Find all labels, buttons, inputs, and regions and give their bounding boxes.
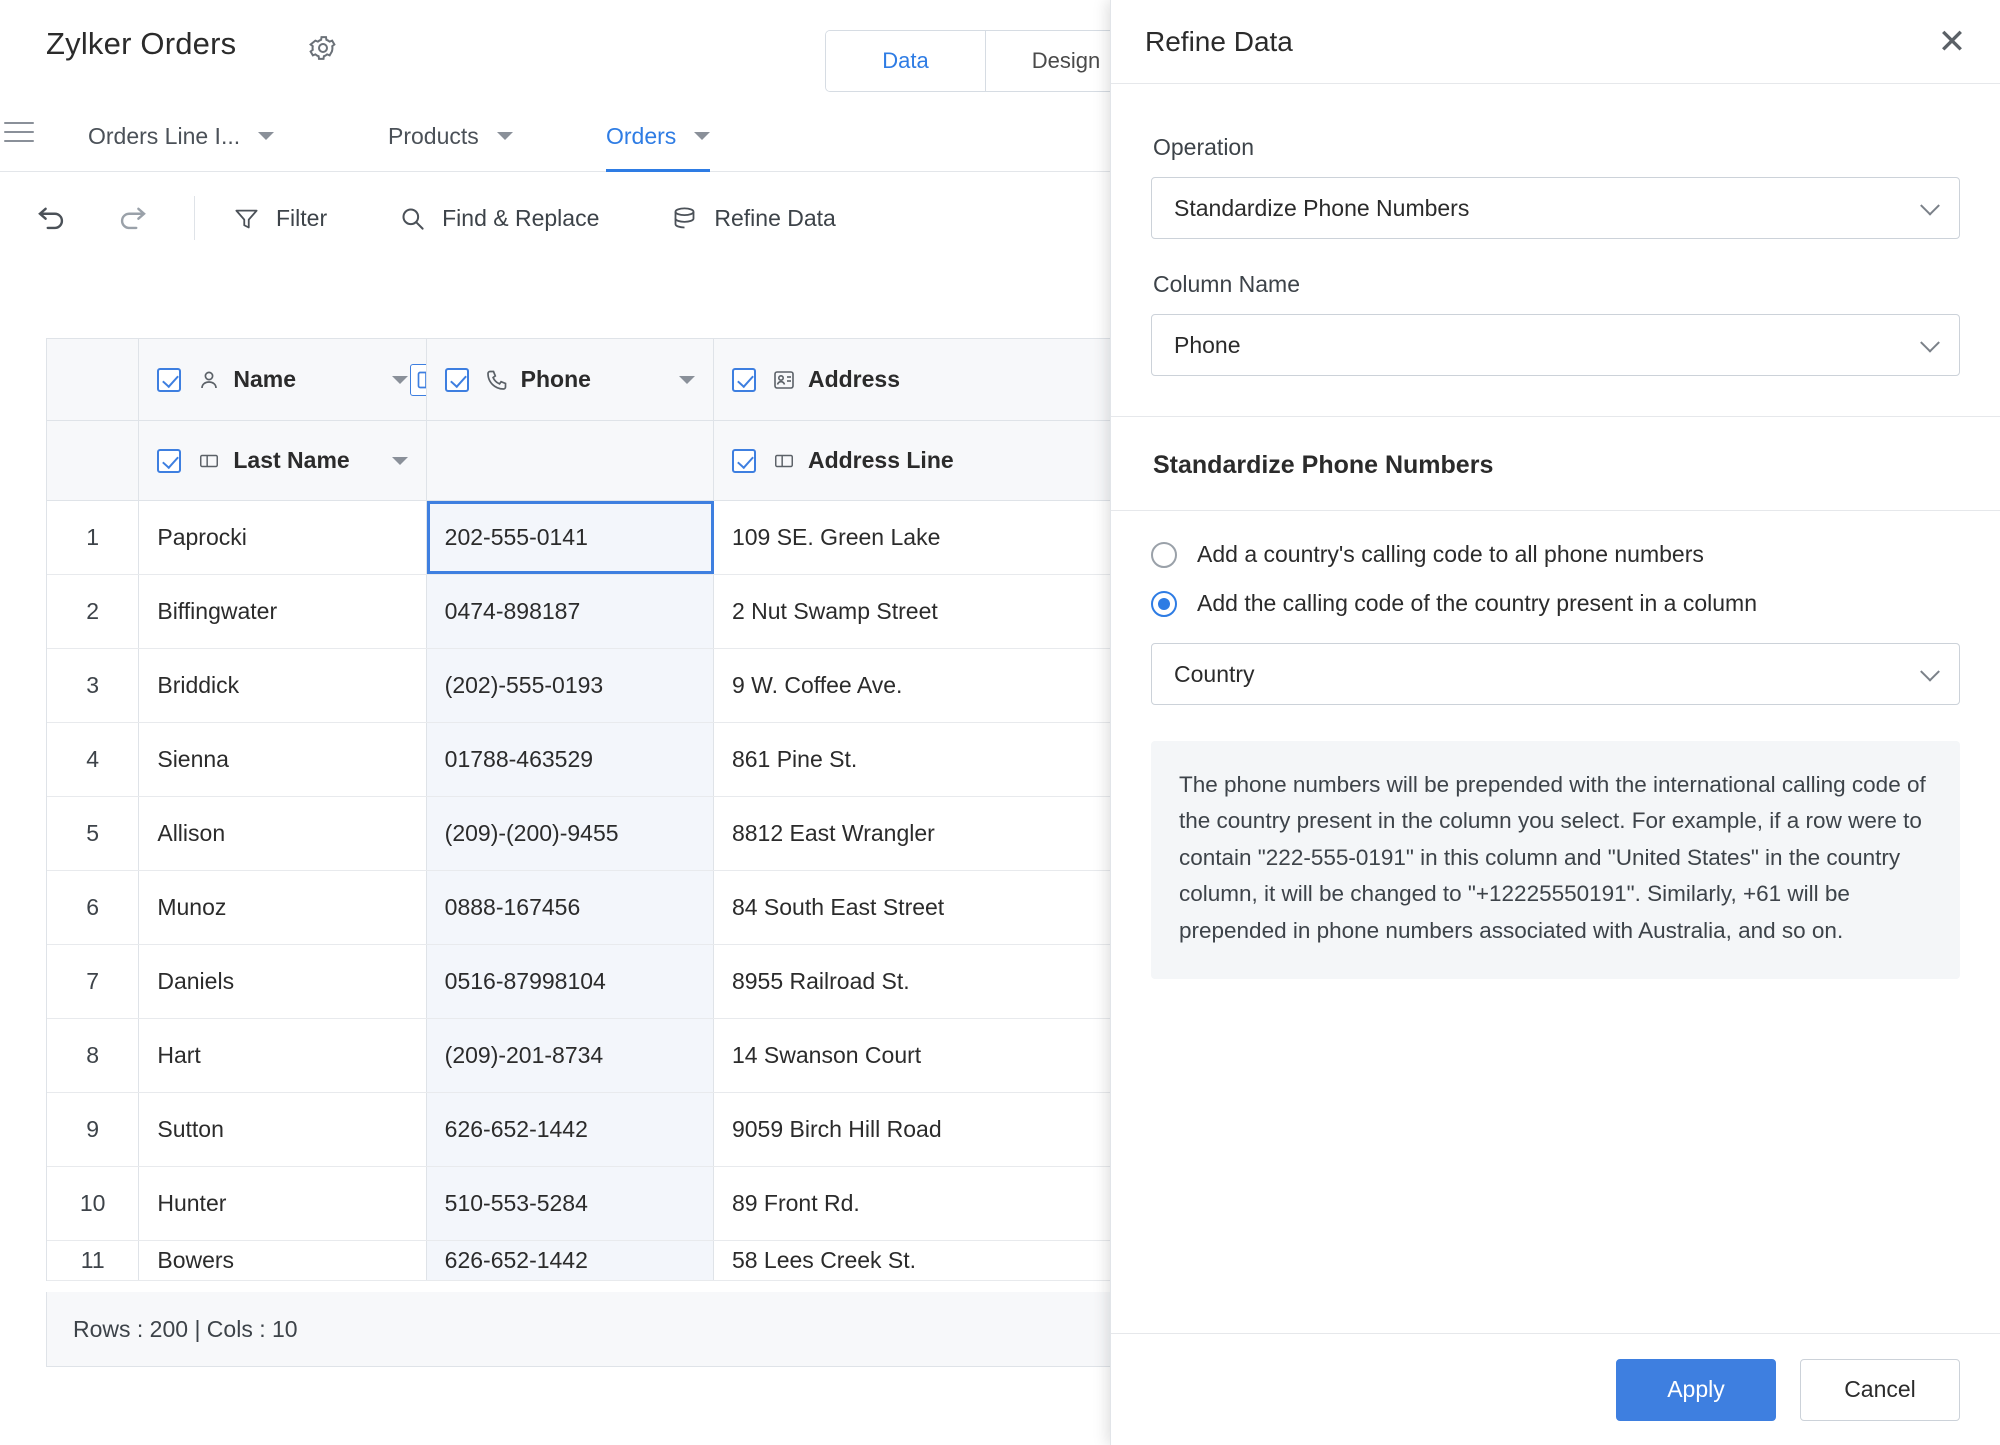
subcolumn-header-address-line[interactable] [714,421,1112,500]
column-checkbox[interactable] [732,368,756,392]
panel-title: Refine Data [1145,25,1293,57]
row-number: 11 [47,1241,139,1280]
chevron-down-icon[interactable] [679,376,695,384]
country-column-value: Country [1174,660,1255,687]
column-header-address[interactable] [714,339,1112,420]
cell-last-name[interactable]: Allison [139,797,426,870]
refine-data-button[interactable] [655,190,851,246]
page-title: Zylker Orders [46,26,237,61]
country-column-select[interactable] [1151,643,1960,705]
cell-last-name[interactable]: Hunter [139,1167,426,1240]
redo-icon[interactable] [104,190,160,246]
top-bar [0,0,1112,100]
sheet-tab-orders[interactable] [606,100,710,172]
mode-tabs [825,30,1147,92]
cell-address[interactable]: 84 South East Street [714,871,1112,944]
cell-last-name[interactable]: Hart [139,1019,426,1092]
grid-header-row-2 [47,421,1112,501]
cell-address[interactable]: 89 Front Rd. [714,1167,1112,1240]
radio-option-all-numbers[interactable] [1151,541,1960,568]
row-number: 7 [47,945,139,1018]
cell-phone[interactable]: (209)-201-8734 [427,1019,714,1092]
subcolumn-header-label: Last Name [233,447,350,473]
cell-phone[interactable]: 0474-898187 [427,575,714,648]
row-number: 10 [47,1167,139,1240]
cell-last-name[interactable]: Sienna [139,723,426,796]
filter-icon [233,205,260,232]
table-row[interactable] [47,501,1112,575]
cell-address[interactable]: 8812 East Wrangler [714,797,1112,870]
row-number: 9 [47,1093,139,1166]
sheet-tab-label: Orders Line I... [88,122,241,149]
chevron-down-icon [1920,333,1940,353]
search-icon [399,205,426,232]
cell-phone[interactable]: 626-652-1442 [427,1093,714,1166]
table-row[interactable] [47,1167,1112,1241]
tab-data[interactable]: Data [826,31,986,91]
column-header-label: Phone [520,366,591,392]
cell-phone[interactable]: 0516-87998104 [427,945,714,1018]
column-icon [197,450,221,472]
sheet-tab-label: Products [388,122,479,149]
row-number: 4 [47,723,139,796]
panel-header [1111,0,2000,84]
cell-last-name[interactable]: Paprocki [139,501,426,574]
panel-body [1111,84,2000,1333]
gear-icon[interactable] [308,33,338,63]
toolbar [0,172,1112,264]
filter-label: Filter [276,204,328,231]
find-replace-button[interactable] [383,190,615,246]
chevron-down-icon[interactable] [497,132,513,140]
apply-button[interactable]: Apply [1616,1359,1776,1421]
column-header-name[interactable] [139,339,426,420]
column-header-label: Address [807,366,900,392]
cell-address[interactable]: 58 Lees Creek St. [714,1241,1112,1280]
column-header-label: Name [233,366,297,392]
table-row[interactable] [47,797,1112,871]
radio-option-country-column[interactable] [1151,590,1960,617]
chevron-down-icon[interactable] [392,457,408,465]
filter-button[interactable] [217,190,343,246]
sheet-tab-orders-line-items[interactable] [88,100,274,172]
refine-data-icon [671,205,698,232]
cell-address[interactable]: 9059 Birch Hill Road [714,1093,1112,1166]
cell-phone[interactable]: 626-652-1442 [427,1241,714,1280]
cell-phone[interactable]: 510-553-5284 [427,1167,714,1240]
phone-icon [485,368,509,392]
tab-design[interactable]: Design [986,31,1146,91]
chevron-down-icon [1920,196,1940,216]
info-note: The phone numbers will be prepended with the international calling code of the country present in the column you select. For example, if a row were to contain "222-555-0191" in this column and "United States" in the country column, it will be changed to "+12225550191". Similarly, +61 will be prepended in phone numbers associated with Australia, and so on. [1151,741,1960,979]
grid-status-bar [46,1292,1112,1367]
cell-last-name[interactable]: Bowers [139,1241,426,1280]
row-number: 8 [47,1019,139,1092]
cell-address[interactable]: 861 Pine St. [714,723,1112,796]
operation-label: Operation [1153,134,1255,160]
table-row[interactable] [47,575,1112,649]
cell-phone[interactable]: (202)-555-0193 [427,649,714,722]
cell-last-name[interactable]: Briddick [139,649,426,722]
column-checkbox[interactable] [445,368,469,392]
radio-icon-selected[interactable] [1151,591,1177,617]
split-column-icon[interactable] [410,364,427,396]
column-name-label: Column Name [1153,271,1300,297]
sheet-tab-products[interactable] [388,100,513,172]
grid-header-row-1 [47,339,1112,421]
column-checkbox[interactable] [157,368,181,392]
cell-phone[interactable]: 0888-167456 [427,871,714,944]
data-grid [46,338,1112,1281]
panel-divider [1111,416,2000,417]
address-icon [772,368,796,392]
cell-phone[interactable]: 01788-463529 [427,723,714,796]
table-row[interactable] [47,1019,1112,1093]
cell-last-name[interactable]: Biffingwater [139,575,426,648]
close-icon[interactable]: ✕ [1937,23,1967,61]
panel-footer [1111,1333,2000,1445]
subcolumn-header-label: Address Line [807,447,954,473]
row-col-count: Rows : 200 | Cols : 10 [73,1315,298,1342]
chevron-down-icon [1920,662,1940,682]
section-title: Standardize Phone Numbers [1153,451,1494,479]
refine-data-panel [1110,0,2000,1445]
cell-last-name[interactable]: Daniels [139,945,426,1018]
cell-address[interactable]: 9 W. Coffee Ave. [714,649,1112,722]
panel-divider-2 [1111,510,2000,511]
cell-phone-selected[interactable]: 202-555-0141 [427,501,714,574]
corner-cell [47,339,139,420]
row-number: 5 [47,797,139,870]
column-name-value: Phone [1174,331,1241,358]
row-number: 3 [47,649,139,722]
table-row[interactable] [47,871,1112,945]
undo-icon[interactable] [24,190,80,246]
cell-last-name[interactable]: Sutton [139,1093,426,1166]
corner-cell-2 [47,421,139,500]
row-number: 6 [47,871,139,944]
row-number: 2 [47,575,139,648]
column-checkbox[interactable] [157,449,181,473]
find-replace-label: Find & Replace [442,204,600,231]
column-name-select[interactable] [1151,314,1960,376]
cell-phone[interactable]: (209)-(200)-9455 [427,797,714,870]
person-icon [197,368,221,392]
radio-icon[interactable] [1151,542,1177,568]
table-row[interactable] [47,649,1112,723]
table-row[interactable] [47,723,1112,797]
cell-address[interactable]: 109 SE. Green Lake [714,501,1112,574]
cell-last-name[interactable]: Munoz [139,871,426,944]
cell-address[interactable]: 2 Nut Swamp Street [714,575,1112,648]
cell-address[interactable]: 8955 Railroad St. [714,945,1112,1018]
chevron-down-icon[interactable] [392,376,408,384]
column-icon [772,450,796,472]
operation-select[interactable] [1151,177,1960,239]
subcolumn-header-phone-empty [427,421,714,500]
radio-option-label: Add the calling code of the country present in a column [1197,590,1758,616]
table-row[interactable] [47,1093,1112,1167]
column-header-phone[interactable] [427,339,714,420]
toolbar-divider [194,196,195,240]
refine-data-label: Refine Data [714,204,836,231]
sheet-tab-label: Orders [606,122,677,149]
cell-address[interactable]: 14 Swanson Court [714,1019,1112,1092]
table-row[interactable] [47,945,1112,1019]
sheet-tab-bar [0,100,1112,172]
menu-icon[interactable] [4,122,34,148]
radio-option-label: Add a country's calling code to all phone numbers [1197,541,1704,567]
chevron-down-icon[interactable] [258,132,274,140]
row-number: 1 [47,501,139,574]
table-row[interactable] [47,1241,1112,1281]
chevron-down-icon[interactable] [694,132,710,140]
operation-value: Standardize Phone Numbers [1174,194,1470,221]
column-checkbox[interactable] [732,449,756,473]
subcolumn-header-last-name[interactable] [139,421,426,500]
cancel-button[interactable]: Cancel [1800,1359,1960,1421]
